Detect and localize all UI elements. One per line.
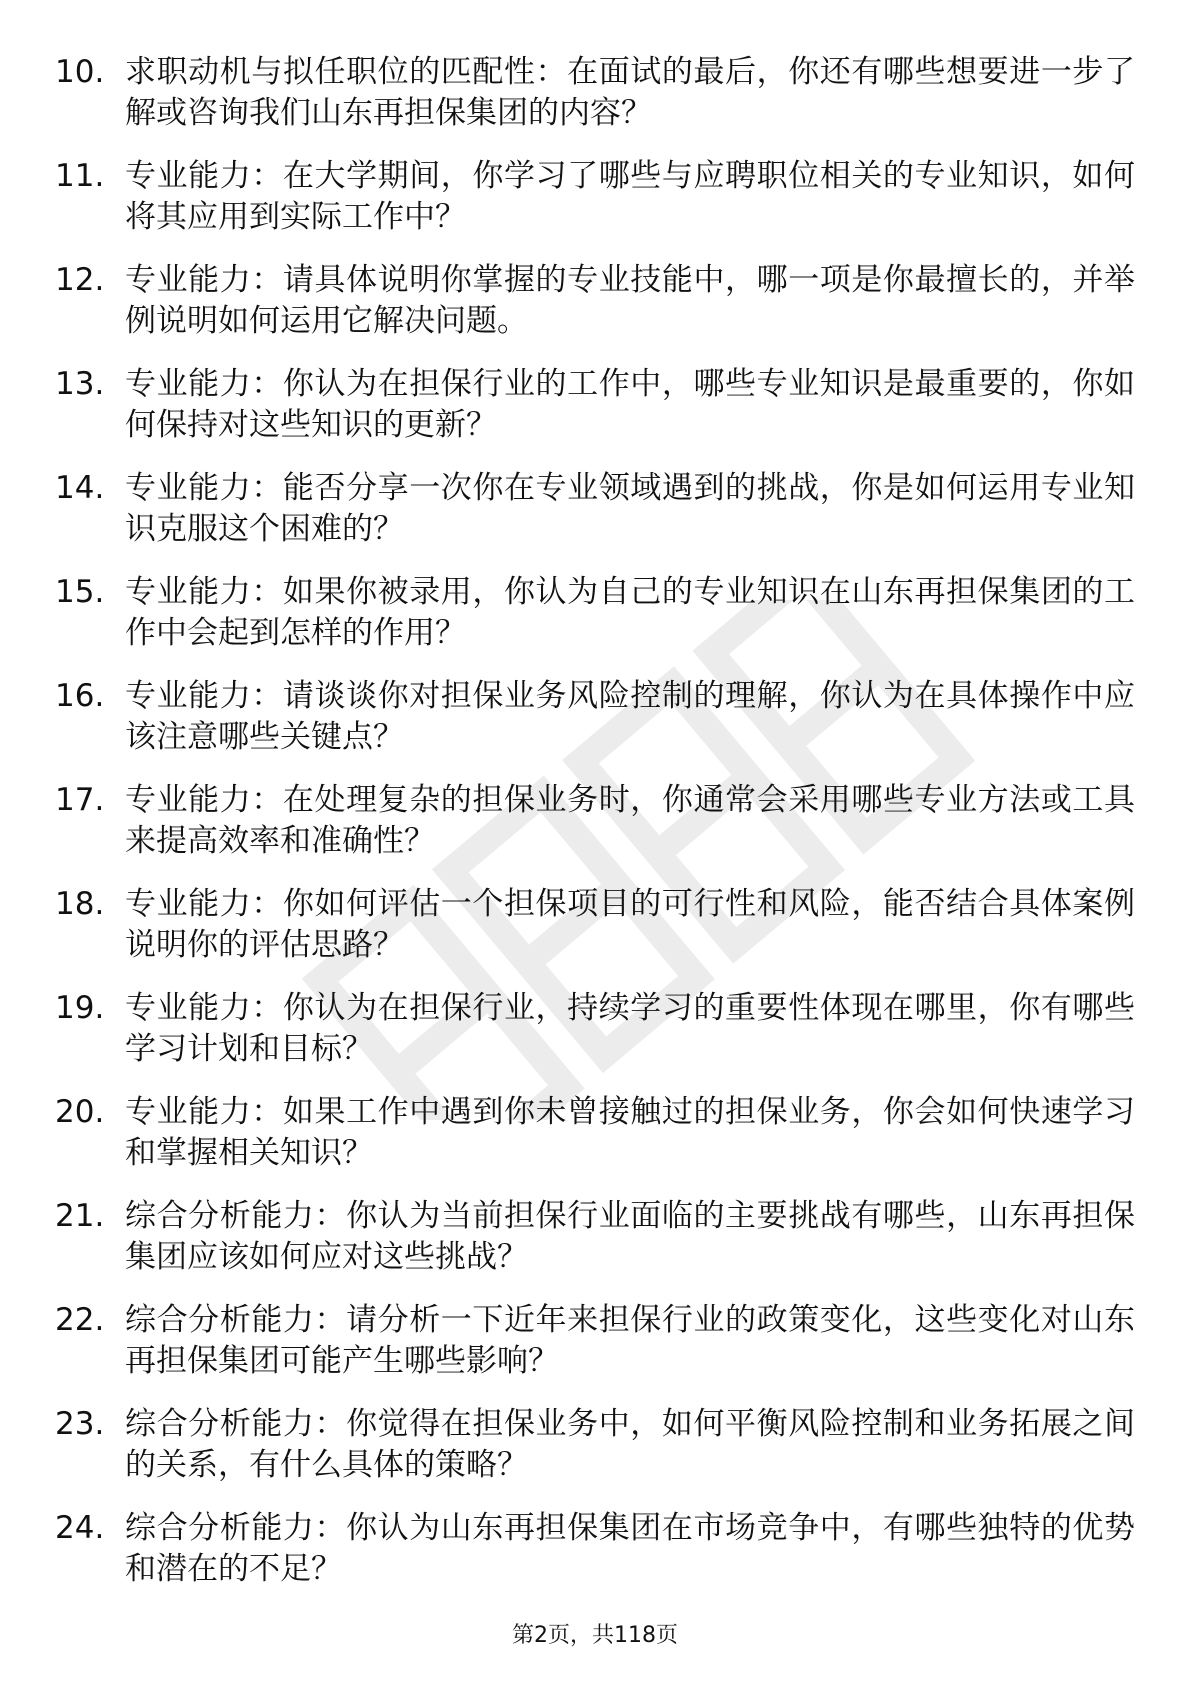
question-text: 专业能力：你如何评估一个担保项目的可行性和风险，能否结合具体案例说明你的评估思路？ [125,886,1135,963]
question-text: 专业能力：如果你被录用，你认为自己的专业知识在山东再担保集团的工作中会起到怎样的作用？ [125,574,1135,651]
question-text: 专业能力：如果工作中遇到你未曾接触过的担保业务，你会如何快速学习和掌握相关知识？ [125,1094,1135,1171]
question-text: 专业能力：在处理复杂的担保业务时，你通常会采用哪些专业方法或工具来提高效率和准确性？ [125,782,1135,859]
question-item [55,468,1135,572]
question-item [55,572,1135,676]
question-number: 17. [55,782,105,818]
question-item [55,988,1135,1092]
question-text: 专业能力：你认为在担保行业，持续学习的重要性体现在哪里，你有哪些学习计划和目标？ [125,990,1135,1067]
question-number: 24. [55,1510,105,1546]
question-number: 19. [55,990,105,1026]
question-item [55,884,1135,988]
question-text: 专业能力：能否分享一次你在专业领域遇到的挑战，你是如何运用专业知识克服这个困难的？ [125,470,1135,547]
question-text: 综合分析能力：你认为当前担保行业面临的主要挑战有哪些，山东再担保集团应该如何应对这些挑战？ [125,1198,1135,1275]
question-number: 11. [55,158,105,194]
question-text: 综合分析能力：你认为山东再担保集团在市场竞争中，有哪些独特的优势和潜在的不足？ [125,1510,1135,1587]
question-number: 22. [55,1302,105,1338]
question-number: 20. [55,1094,105,1130]
question-item [55,156,1135,260]
question-item [55,260,1135,364]
question-number: 10. [55,54,105,90]
question-item [55,676,1135,780]
question-item [55,1404,1135,1508]
question-item [55,364,1135,468]
question-number: 15. [55,574,105,610]
question-text: 专业能力：请谈谈你对担保业务风险控制的理解，你认为在具体操作中应该注意哪些关键点？ [125,678,1135,755]
question-number: 16. [55,678,105,714]
question-item [55,780,1135,884]
question-number: 21. [55,1198,105,1234]
question-item [55,1092,1135,1196]
question-text: 专业能力：在大学期间，你学习了哪些与应聘职位相关的专业知识，如何将其应用到实际工作中？ [125,158,1135,235]
question-item [55,52,1135,156]
question-text: 专业能力：你认为在担保行业的工作中，哪些专业知识是最重要的，你如何保持对这些知识的更新？ [125,366,1135,443]
question-item [55,1508,1135,1612]
page-number-label: 第2页，共118页 [512,1623,678,1648]
page-footer [0,1618,1190,1649]
question-list [55,52,1135,1612]
question-number: 13. [55,366,105,402]
question-number: 23. [55,1406,105,1442]
question-item [55,1300,1135,1404]
question-text: 综合分析能力：请分析一下近年来担保行业的政策变化，这些变化对山东再担保集团可能产生哪些影响？ [125,1302,1135,1379]
question-number: 18. [55,886,105,922]
question-number: 14. [55,470,105,506]
question-item [55,1196,1135,1300]
question-text: 专业能力：请具体说明你掌握的专业技能中，哪一项是你最擅长的，并举例说明如何运用它解决问题。 [125,262,1135,339]
question-number: 12. [55,262,105,298]
question-text: 求职动机与拟任职位的匹配性：在面试的最后，你还有哪些想要进一步了解或咨询我们山东再担保集团的内容？ [125,54,1135,131]
question-text: 综合分析能力：你觉得在担保业务中，如何平衡风险控制和业务拓展之间的关系，有什么具体的策略？ [125,1406,1135,1483]
